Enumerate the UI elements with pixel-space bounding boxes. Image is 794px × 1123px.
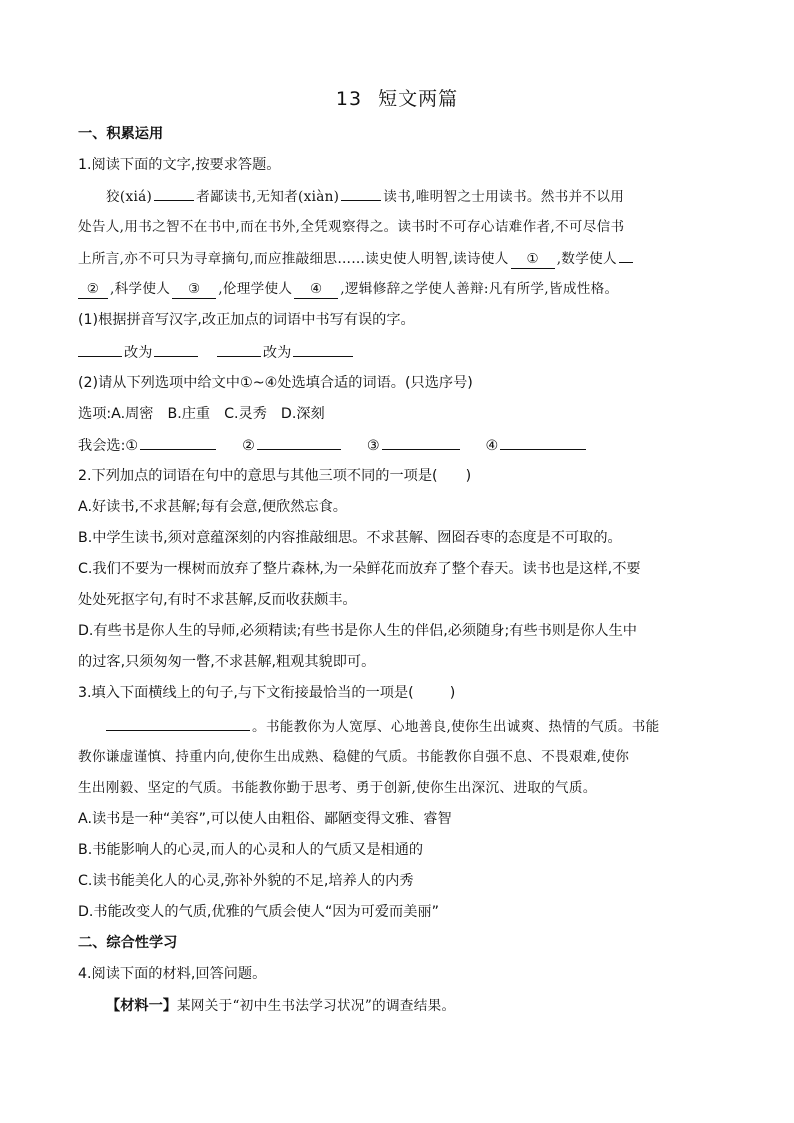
- answer-blank[interactable]: [78, 342, 122, 357]
- option-a: A.周密: [111, 406, 154, 422]
- question-4-stem: 4.阅读下面的材料,回答问题。: [78, 966, 267, 982]
- choice-blank-3[interactable]: [382, 435, 460, 450]
- question-3-option-b: B.书能影响人的心灵,而人的心灵和人的气质又是相通的: [78, 842, 424, 858]
- question-2-option-d-cont: 的过客,只须匆匆一瞥,不求甚解,粗观其貌即可。: [78, 654, 376, 670]
- material-1-line: [106, 996, 723, 1016]
- question-3-passage-line-1: 。书能教你为人宽厚、心地善良,使你生出诚爽、热情的气质。书能: [106, 716, 723, 737]
- question-2-option-c-cont: 处处死抠字句,有时不求甚解,反而收获颇丰。: [78, 592, 357, 608]
- answer-blank[interactable]: [341, 186, 381, 201]
- lesson-number: 13: [335, 88, 363, 110]
- question-1-passage-line-3: 上所言,亦不可只为寻章摘句,而应推敲细思……读史使人明智,读诗使人 ① ,数学使人: [78, 248, 723, 269]
- answer-blank[interactable]: [154, 342, 198, 357]
- question-3-passage-line-3: 生出刚毅、坚定的气质。书能教你勤于思考、勇于创新,使你生出深沉、进取的气质。: [78, 780, 597, 796]
- question-3-option-a: A.读书是一种“美容”,可以使人由粗俗、鄙陋变得文雅、睿智: [78, 811, 452, 827]
- question-2-stem: 2.下列加点的词语在句中的意思与其他三项不同的一项是( ): [78, 468, 472, 484]
- option-b: B.庄重: [167, 406, 211, 422]
- question-1-passage-line-2: 处告人,用书之智不在书中,而在书外,全凭观察得之。读书时不可存心诘难作者,不可尽信书: [78, 219, 625, 235]
- choice-line: 我会选:① ② ③ ④: [78, 435, 723, 456]
- option-d: D.深刻: [280, 406, 325, 422]
- numbered-blank-4[interactable]: ④: [294, 280, 338, 299]
- answer-blank[interactable]: [293, 342, 353, 357]
- options-line: 选项:A.周密 B.庄重 C.灵秀 D.深刻: [78, 406, 325, 422]
- choice-blank-2[interactable]: [257, 435, 341, 450]
- choice-blank-4[interactable]: [500, 435, 586, 450]
- question-2-option-b: B.中学生读书,须对意蕴深刻的内容推敲细思。不求甚解、囫囵吞枣的态度是不可取的。: [78, 530, 622, 546]
- question-2-option-a: A.好读书,不求甚解;每有会意,便欣然忘食。: [78, 499, 347, 515]
- question-3-stem: 3.填入下面横线上的句子,与下文衔接最恰当的一项是( ): [78, 685, 456, 701]
- page-title: [0, 84, 794, 111]
- question-3-option-d: D.书能改变人的气质,优雅的气质会使人“因为可爱而美丽”: [78, 904, 439, 920]
- question-3-option-c: C.读书能美化人的心灵,弥补外貌的不足,培养人的内秀: [78, 873, 414, 889]
- question-1-stem: 1.阅读下面的文字,按要求答题。: [78, 157, 281, 173]
- answer-blank[interactable]: [154, 186, 194, 201]
- question-1-passage-line-4: ② ,科学使人 ③ ,伦理学使人 ④ ,逻辑修辞之学使人善辩:凡有所学,皆成性格。: [78, 279, 723, 299]
- correction-line: 改为 改为: [78, 342, 723, 363]
- question-3-passage-line-2: 教你谦虚谨慎、持重内向,使你生出成熟、稳健的气质。书能教你自强不息、不畏艰难,使你: [78, 749, 630, 765]
- numbered-blank-3[interactable]: ③: [172, 280, 216, 299]
- section-heading-2: 二、综合性学习: [78, 935, 178, 951]
- question-1-sub-2: (2)请从下列选项中给文中①~④处选填合适的词语。(只选序号): [78, 375, 473, 391]
- answer-blank[interactable]: [217, 342, 261, 357]
- material-1-text: 某网关于“初中生书法学习状况”的调查结果。: [176, 998, 456, 1014]
- answer-blank[interactable]: [619, 248, 633, 263]
- question-2-option-d: D.有些书是你人生的导师,必须精读;有些书是你人生的伴侣,必须随身;有些书则是你人生中: [78, 623, 637, 639]
- question-1-passage-line-1: 狡(xiá) 者鄙读书,无知者(xiàn) 读书,唯明智之士用读书。然书并不以用: [106, 186, 723, 207]
- numbered-blank-1[interactable]: ①: [511, 250, 555, 269]
- choice-blank-1[interactable]: [140, 435, 216, 450]
- question-1-sub-1: (1)根据拼音写汉字,改正加点的词语中书写有误的字。: [78, 312, 415, 328]
- section-heading-1: 一、积累运用: [78, 126, 164, 142]
- lesson-title: 短文两篇: [378, 88, 459, 110]
- answer-blank[interactable]: [106, 716, 250, 731]
- question-2-option-c: C.我们不要为一棵树而放弃了整片森林,为一朵鲜花而放弃了整个春天。读书也是这样,不要: [78, 561, 641, 577]
- material-1-label: 【材料一】: [106, 998, 177, 1014]
- numbered-blank-2[interactable]: ②: [78, 280, 108, 299]
- option-c: C.灵秀: [224, 406, 267, 422]
